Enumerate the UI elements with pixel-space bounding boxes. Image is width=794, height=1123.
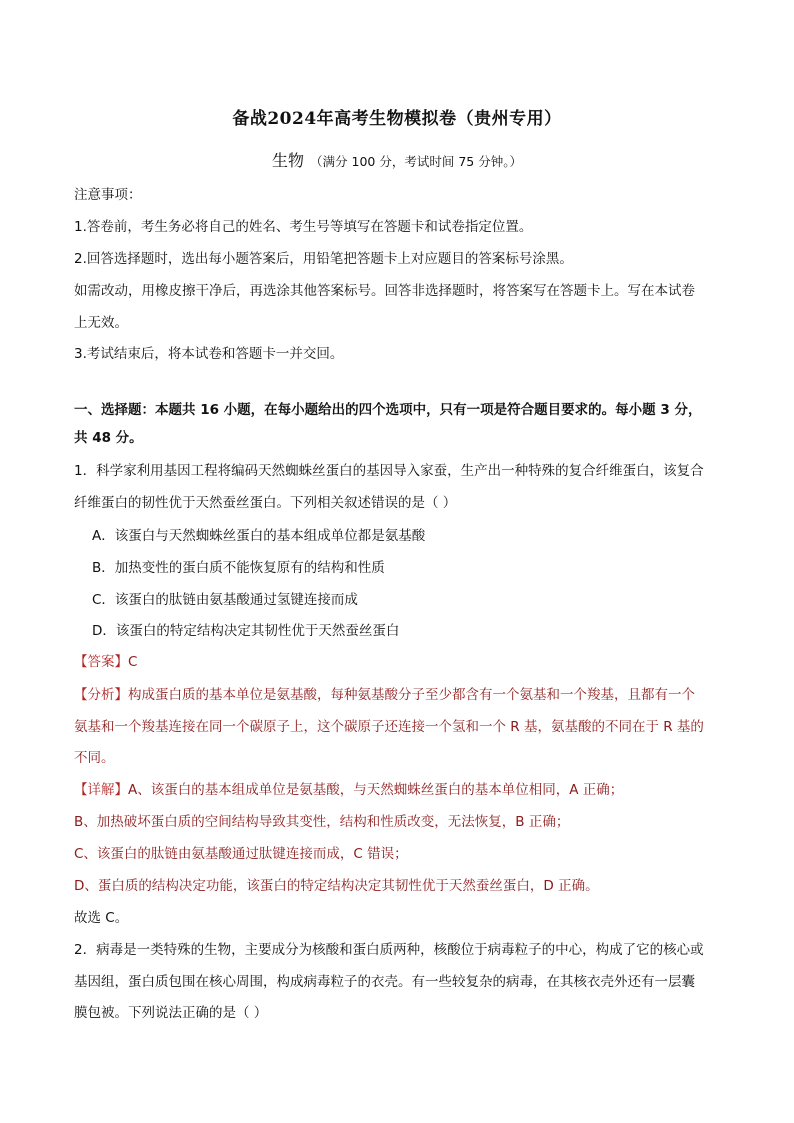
detail-tag: 【详解】 bbox=[74, 782, 128, 798]
notice-line: 如需改动，用橡皮擦干净后，再选涂其他答案标号。回答非选择题时，将答案写在答题卡上。写在本试卷 bbox=[74, 283, 695, 299]
notice-heading: 注意事项： bbox=[74, 187, 142, 203]
detail-line-c: C、该蛋白的肽链由氨基酸通过肽键连接而成，C 错误； bbox=[74, 846, 408, 862]
question-1-option-b: B．加热变性的蛋白质不能恢复原有的结构和性质 bbox=[92, 560, 385, 576]
detail-line-b: B、加热破坏蛋白质的空间结构导致其变性，结构和性质改变，无法恢复，B 正确； bbox=[74, 814, 570, 830]
analysis-line-cont: 不同。 bbox=[74, 750, 115, 766]
analysis-line bbox=[74, 685, 734, 705]
notice-line: 2.回答选择题时，选出每小题答案后，用铅笔把答题卡上对应题目的答案标号涂黑。 bbox=[74, 251, 573, 267]
exam-info: （满分 100 分，考试时间 75 分钟。） bbox=[310, 154, 522, 169]
question-1-option-d: D．该蛋白的特定结构决定其韧性优于天然蚕丝蛋白 bbox=[92, 623, 400, 639]
question-2-stem-cont: 膜包被。下列说法正确的是（ ） bbox=[74, 1005, 268, 1021]
question-2-stem-cont: 基因组，蛋白质包围在核心周围，构成病毒粒子的衣壳。有一些较复杂的病毒，在其核衣壳外还有一层囊 bbox=[74, 974, 695, 990]
analysis-text: 构成蛋白质的基本单位是氨基酸，每种氨基酸分子至少都含有一个氨基和一个羧基，且都有一个 bbox=[128, 687, 695, 703]
section-heading: 一、选择题：本题共 16 小题，在每小题给出的四个选项中，只有一项是符合题目要求的。每小题 3 分， bbox=[74, 402, 702, 418]
detail-line bbox=[74, 780, 734, 800]
conclusion-line: 故选 C。 bbox=[74, 910, 129, 926]
question-1-option-c: C．该蛋白的肽链由氨基酸通过氢键连接而成 bbox=[92, 592, 358, 608]
analysis-line-cont: 氨基和一个羧基连接在同一个碳原子上，这个碳原子还连接一个氢和一个 R 基，氨基酸的不同在于 R 基的 bbox=[74, 719, 704, 735]
page-title: 备战2024年高考生物模拟卷（贵州专用） bbox=[232, 109, 562, 129]
subject-label: 生物 bbox=[272, 151, 305, 170]
question-1-stem: 1．科学家利用基因工程将编码天然蜘蛛丝蛋白的基因导入家蚕，生产出一种特殊的复合纤维蛋白，该复合 bbox=[74, 463, 704, 479]
notice-line: 1.答卷前，考生务必将自己的姓名、考生号等填写在答题卡和试卷指定位置。 bbox=[74, 219, 533, 235]
question-2-stem: 2．病毒是一类特殊的生物，主要成分为核酸和蛋白质两种，核酸位于病毒粒子的中心，构成了它的核心或 bbox=[74, 942, 704, 958]
answer-tag: 【答案】 bbox=[74, 654, 128, 670]
answer-value: C bbox=[128, 654, 138, 670]
notice-line: 上无效。 bbox=[74, 315, 128, 331]
question-1-option-a: A．该蛋白与天然蜘蛛丝蛋白的基本组成单位都是氨基酸 bbox=[92, 528, 426, 544]
notice-line: 3.考试结束后，将本试卷和答题卡一并交回。 bbox=[74, 346, 344, 362]
question-1-stem-cont: 纤维蛋白的韧性优于天然蚕丝蛋白。下列相关叙述错误的是（ ） bbox=[74, 495, 457, 511]
detail-text: A、该蛋白的基本组成单位是氨基酸，与天然蜘蛛丝蛋白的基本单位相同，A 正确； bbox=[128, 782, 624, 798]
analysis-tag: 【分析】 bbox=[74, 687, 128, 703]
exam-subtitle bbox=[0, 148, 794, 171]
answer-line bbox=[74, 652, 734, 672]
detail-line-d: D、蛋白质的结构决定功能，该蛋白的特定结构决定其韧性优于天然蚕丝蛋白，D 正确。 bbox=[74, 878, 599, 894]
section-heading-cont: 共 48 分。 bbox=[74, 430, 143, 446]
